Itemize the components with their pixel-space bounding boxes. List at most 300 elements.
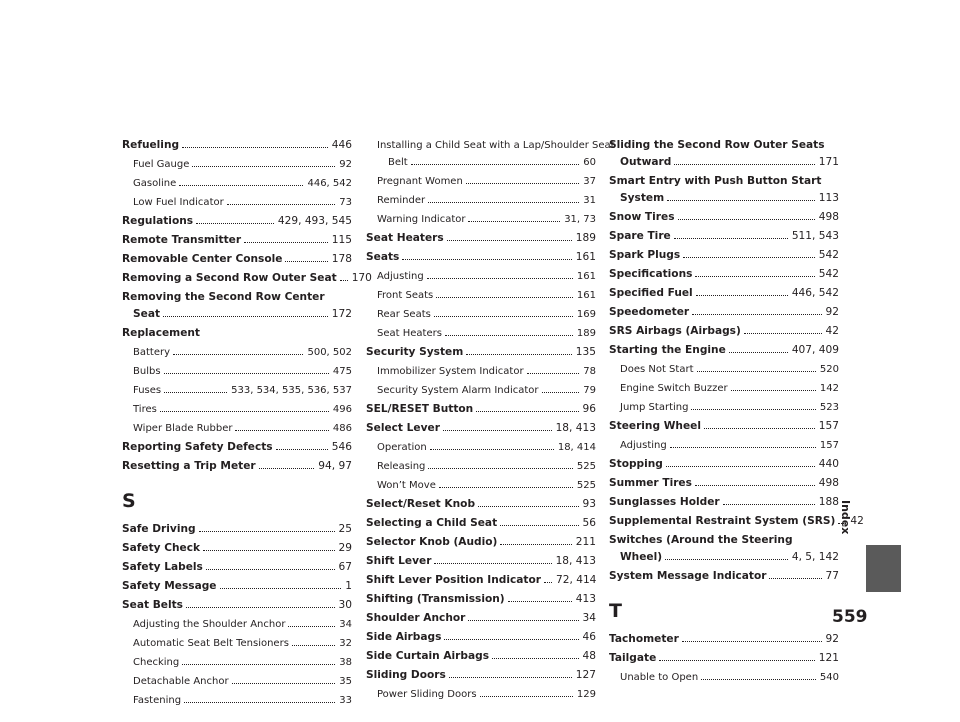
entry-pages[interactable]: 157 <box>819 440 839 451</box>
entry-term: Supplemental Restraint System (SRS) <box>609 515 836 527</box>
entry-term: Security System <box>366 346 464 358</box>
index-entry-removing-a-second-row-outer-seat[interactable] <box>122 270 372 287</box>
dot-leader <box>729 352 788 353</box>
entry-term: Front Seats <box>377 290 434 301</box>
dot-leader <box>182 147 328 148</box>
index-entry-starting-the-engine[interactable] <box>609 342 839 359</box>
dot-leader <box>704 428 815 429</box>
entry-term: Reporting Safety Defects <box>122 441 273 453</box>
entry-pages[interactable]: 498 <box>818 477 839 489</box>
entry-term: Safety Check <box>122 542 201 554</box>
entry-term: Tailgate <box>609 652 657 664</box>
index-entry-shifting-transmission[interactable] <box>366 591 596 608</box>
index-entry-seat-belts[interactable] <box>122 597 352 614</box>
entry-pages[interactable]: 533, 534, 535, 536, 537 <box>231 385 352 396</box>
dot-leader <box>244 242 328 243</box>
section-letter-t: T <box>609 600 622 622</box>
dot-leader <box>466 183 579 184</box>
entry-pages[interactable]: 171 <box>818 156 839 168</box>
index-entry-tachometer[interactable] <box>609 631 839 648</box>
index-entry-safety-message[interactable] <box>122 578 352 595</box>
entry-term: Shifting (Transmission) <box>366 593 505 605</box>
dot-leader <box>434 316 573 317</box>
dot-leader <box>196 223 274 224</box>
entry-pages[interactable]: 93 <box>582 498 596 510</box>
dot-leader <box>670 447 816 448</box>
entry-term: Summer Tires <box>609 477 692 489</box>
index-subentry-adjusting[interactable] <box>366 268 596 285</box>
index-entry-snow-tires[interactable] <box>609 209 839 226</box>
dot-leader <box>449 677 572 678</box>
entry-pages[interactable]: 135 <box>575 346 596 358</box>
entry-pages[interactable]: 446, 542 <box>307 178 352 189</box>
entry-term: Checking <box>133 657 180 668</box>
dot-leader <box>665 559 788 560</box>
index-entry-resetting-a-trip-meter[interactable] <box>122 458 352 475</box>
entry-term: Operation <box>377 442 427 453</box>
entry-pages[interactable]: 37 <box>583 176 596 187</box>
entry-term: Shift Lever Position Indicator <box>366 574 541 586</box>
entry-term: Removable Center Console <box>122 253 283 265</box>
dot-leader <box>220 588 342 589</box>
entry-pages[interactable]: 92 <box>825 633 839 645</box>
index-subentry-fastening[interactable] <box>122 692 352 709</box>
entry-term: Spare Tire <box>609 230 671 242</box>
entry-term: Resetting a Trip Meter <box>122 460 256 472</box>
dot-leader <box>731 390 816 391</box>
entry-pages[interactable]: 486 <box>332 423 352 434</box>
dot-leader <box>439 487 573 488</box>
dot-leader <box>695 485 815 486</box>
entry-pages[interactable]: 498 <box>818 211 839 223</box>
index-subentry-seat-heaters[interactable] <box>366 325 596 342</box>
index-entry-safety-check[interactable] <box>122 540 352 557</box>
dot-leader <box>445 335 573 336</box>
index-entry-security-system[interactable] <box>366 344 596 361</box>
entry-term: Fastening <box>133 695 182 706</box>
dot-leader <box>434 563 551 564</box>
index-entry-summer-tires[interactable] <box>609 475 839 492</box>
entry-pages[interactable]: 18, 414 <box>557 442 596 453</box>
entry-term-continued: System <box>620 192 665 204</box>
entry-term: Rear Seats <box>377 309 431 320</box>
index-subentry-detachable-anchor[interactable] <box>122 673 352 690</box>
entry-term: Steering Wheel <box>609 420 701 432</box>
entry-pages[interactable]: 42 <box>850 515 864 527</box>
entry-term: Pregnant Women <box>377 176 463 187</box>
entry-term: Sliding the Second Row Outer Seats <box>609 139 825 151</box>
dot-leader <box>697 371 816 372</box>
entry-pages[interactable]: 34 <box>339 619 352 630</box>
index-entry-spare-tire[interactable] <box>609 228 839 245</box>
entry-pages[interactable]: 38 <box>339 657 352 668</box>
entry-term-continued: Belt <box>388 157 408 168</box>
entry-pages[interactable]: 157 <box>818 420 839 432</box>
dot-leader <box>160 411 329 412</box>
dot-leader <box>508 601 572 602</box>
entry-term: Seats <box>366 251 400 263</box>
index-subentry-fuses[interactable] <box>122 382 352 399</box>
index-subentry-installing-a-child-seat-with-a-lap-shoulder-seat[interactable] <box>366 137 615 171</box>
entry-pages[interactable]: 94, 97 <box>318 460 352 472</box>
entry-pages[interactable]: 79 <box>583 385 596 396</box>
entry-term: Removing a Second Row Outer Seat <box>122 272 337 284</box>
index-subentry-bulbs[interactable] <box>122 363 352 380</box>
dot-leader <box>476 411 578 412</box>
index-entry-shift-lever[interactable] <box>366 553 596 570</box>
index-entry-spark-plugs[interactable] <box>609 247 839 264</box>
entry-term: Does Not Start <box>620 364 694 375</box>
index-entry-tailgate[interactable] <box>609 650 839 667</box>
index-subentry-does-not-start[interactable] <box>609 361 839 378</box>
dot-leader <box>227 204 336 205</box>
index-entry-remote-transmitter[interactable] <box>122 232 352 249</box>
entry-term: Speedometer <box>609 306 690 318</box>
dot-leader <box>199 531 335 532</box>
entry-pages[interactable]: 525 <box>576 461 596 472</box>
entry-pages[interactable]: 188 <box>818 496 839 508</box>
dot-leader <box>769 578 821 579</box>
dot-leader <box>430 449 554 450</box>
dot-leader <box>691 409 815 410</box>
entry-term: Unable to Open <box>620 672 699 683</box>
entry-term: Warning Indicator <box>377 214 466 225</box>
index-entry-safe-driving[interactable] <box>122 521 352 538</box>
index-entry-select-lever[interactable] <box>366 420 596 437</box>
dot-leader <box>500 544 571 545</box>
index-entry-select-reset-knob[interactable] <box>366 496 596 513</box>
index-subentry-adjusting-the-shoulder-anchor[interactable] <box>122 616 352 633</box>
entry-term: Tachometer <box>609 633 679 645</box>
entry-term: Bulbs <box>133 366 161 377</box>
index-entry-smart-entry-with-push-button-start[interactable] <box>609 173 839 207</box>
dot-leader <box>206 569 335 570</box>
dot-leader <box>340 280 348 281</box>
index-subentry-fuel-gauge[interactable] <box>122 156 352 173</box>
index-subentry-security-system-alarm-indicator[interactable] <box>366 382 596 399</box>
dot-leader <box>288 626 335 627</box>
entry-term: Selecting a Child Seat <box>366 517 498 529</box>
entry-pages[interactable]: 542 <box>818 249 839 261</box>
entry-pages[interactable]: 178 <box>331 253 352 265</box>
entry-pages[interactable]: 34 <box>582 612 596 624</box>
dot-leader <box>235 430 328 431</box>
dot-leader <box>163 316 328 317</box>
dot-leader <box>500 525 578 526</box>
entry-term: Tires <box>133 404 157 415</box>
entry-term: Won’t Move <box>377 480 436 491</box>
index-entry-seats[interactable] <box>366 249 596 266</box>
entry-pages[interactable]: 46 <box>582 631 596 643</box>
entry-term: Side Airbags <box>366 631 442 643</box>
entry-term: Regulations <box>122 215 194 227</box>
entry-pages[interactable]: 189 <box>575 232 596 244</box>
entry-term: Battery <box>133 347 171 358</box>
dot-leader <box>292 645 335 646</box>
index-entry-side-airbags[interactable] <box>366 629 596 646</box>
entry-term: Fuses <box>133 385 162 396</box>
entry-term: System Message Indicator <box>609 570 767 582</box>
entry-term: Safety Labels <box>122 561 203 573</box>
index-subentry-power-sliding-doors[interactable] <box>366 686 596 703</box>
entry-pages[interactable]: 511, 543 <box>791 230 839 242</box>
entry-pages[interactable]: 77 <box>825 570 839 582</box>
index-subentry-jump-starting[interactable] <box>609 399 839 416</box>
entry-pages[interactable]: 500, 502 <box>307 347 352 358</box>
index-subentry-wiper-blade-rubber[interactable] <box>122 420 352 437</box>
dot-leader <box>478 506 578 507</box>
index-entry-specifications[interactable] <box>609 266 839 283</box>
entry-term: Seat Heaters <box>366 232 444 244</box>
entry-pages[interactable]: 170 <box>351 272 372 284</box>
entry-pages[interactable]: 72, 414 <box>555 574 597 586</box>
index-subentry-releasing[interactable] <box>366 458 596 475</box>
index-entry-removable-center-console[interactable] <box>122 251 352 268</box>
page-number: 559 <box>832 607 868 627</box>
entry-term: Remote Transmitter <box>122 234 242 246</box>
entry-term: Shoulder Anchor <box>366 612 466 624</box>
dot-leader <box>744 333 822 334</box>
dot-leader <box>678 219 815 220</box>
index-entry-selector-knob-audio[interactable] <box>366 534 596 551</box>
index-subentry-engine-switch-buzzer[interactable] <box>609 380 839 397</box>
entry-term: Snow Tires <box>609 211 675 223</box>
entry-term: Adjusting <box>377 271 424 282</box>
index-entry-reporting-safety-defects[interactable] <box>122 439 352 456</box>
dot-leader <box>447 240 572 241</box>
entry-pages[interactable]: 31, 73 <box>564 214 596 225</box>
entry-pages[interactable]: 127 <box>575 669 596 681</box>
index-subentry-won-t-move[interactable] <box>366 477 596 494</box>
dot-leader <box>444 639 578 640</box>
side-tab-label: Index <box>839 500 852 535</box>
entry-term: Select/Reset Knob <box>366 498 476 510</box>
entry-pages[interactable]: 413 <box>575 593 596 605</box>
index-entry-replacement[interactable] <box>122 325 352 342</box>
index-entry-switches-around-the-steering[interactable] <box>609 532 839 566</box>
index-entry-sunglasses-holder[interactable] <box>609 494 839 511</box>
dot-leader <box>682 641 822 642</box>
entry-pages[interactable]: 540 <box>819 672 839 683</box>
entry-pages[interactable]: 115 <box>331 234 352 246</box>
index-entry-speedometer[interactable] <box>609 304 839 321</box>
entry-pages[interactable]: 73 <box>339 197 352 208</box>
entry-pages[interactable]: 92 <box>825 306 839 318</box>
index-column-2 <box>366 137 615 705</box>
dot-leader <box>468 620 578 621</box>
entry-pages[interactable]: 18, 413 <box>555 422 596 434</box>
entry-term: Installing a Child Seat with a Lap/Shoulder Seat <box>377 140 615 151</box>
index-entry-stopping[interactable] <box>609 456 839 473</box>
entry-pages[interactable]: 496 <box>332 404 352 415</box>
dot-leader <box>674 238 788 239</box>
index-subentry-operation[interactable] <box>366 439 596 456</box>
dot-leader <box>232 683 336 684</box>
entry-pages[interactable]: 33 <box>339 695 352 706</box>
entry-term: Specified Fuel <box>609 287 693 299</box>
entry-pages[interactable]: 520 <box>819 364 839 375</box>
entry-term-continued: Wheel) <box>620 551 663 563</box>
entry-pages[interactable]: 35 <box>339 676 352 687</box>
index-entry-supplemental-restraint-system-srs[interactable] <box>609 513 864 530</box>
entry-pages[interactable]: 161 <box>576 271 596 282</box>
index-subentry-warning-indicator[interactable] <box>366 211 596 228</box>
entry-pages[interactable]: 48 <box>582 650 596 662</box>
index-subentry-immobilizer-system-indicator[interactable] <box>366 363 596 380</box>
index-entry-steering-wheel[interactable] <box>609 418 839 435</box>
entry-term: Security System Alarm Indicator <box>377 385 539 396</box>
entry-pages[interactable]: 525 <box>576 480 596 491</box>
entry-pages[interactable]: 429, 493, 545 <box>277 215 352 227</box>
dot-leader <box>701 679 816 680</box>
entry-term: Select Lever <box>366 422 440 434</box>
entry-pages[interactable]: 96 <box>582 403 596 415</box>
entry-pages[interactable]: 542 <box>818 268 839 280</box>
entry-term: Low Fuel Indicator <box>133 197 224 208</box>
dot-leader <box>696 295 788 296</box>
dot-leader <box>674 164 814 165</box>
entry-term: Releasing <box>377 461 426 472</box>
index-entry-shoulder-anchor[interactable] <box>366 610 596 627</box>
index-entry-regulations[interactable] <box>122 213 352 230</box>
entry-pages[interactable]: 161 <box>576 290 596 301</box>
dot-leader <box>285 261 327 262</box>
index-entry-system-message-indicator[interactable] <box>609 568 839 585</box>
index-entry-sel-reset-button[interactable] <box>366 401 596 418</box>
index-entry-sliding-doors[interactable] <box>366 667 596 684</box>
index-entry-removing-the-second-row-center[interactable] <box>122 289 352 323</box>
index-entry-srs-airbags-airbags[interactable] <box>609 323 839 340</box>
dot-leader <box>192 166 335 167</box>
entry-pages[interactable]: 113 <box>818 192 839 204</box>
entry-term: Safety Message <box>122 580 217 592</box>
dot-leader <box>411 164 580 165</box>
entry-pages[interactable]: 67 <box>338 561 352 573</box>
entry-term: Immobilizer System Indicator <box>377 366 524 377</box>
dot-leader <box>436 297 573 298</box>
entry-pages[interactable]: 129 <box>576 689 596 700</box>
entry-pages[interactable]: 446, 542 <box>791 287 839 299</box>
index-subentry-gasoline[interactable] <box>122 175 352 192</box>
index-subentry-pregnant-women[interactable] <box>366 173 596 190</box>
entry-pages[interactable]: 169 <box>576 309 596 320</box>
index-subentry-battery[interactable] <box>122 344 352 361</box>
entry-pages[interactable]: 60 <box>583 157 596 168</box>
entry-pages[interactable]: 29 <box>338 542 352 554</box>
index-entry-refueling[interactable] <box>122 137 352 154</box>
index-entry-shift-lever-position-indicator[interactable] <box>366 572 596 589</box>
entry-pages[interactable]: 42 <box>825 325 839 337</box>
index-subentry-front-seats[interactable] <box>366 287 596 304</box>
dot-leader <box>259 468 315 469</box>
entry-pages[interactable]: 161 <box>575 251 596 263</box>
entry-pages[interactable]: 407, 409 <box>791 344 839 356</box>
entry-term: Reminder <box>377 195 426 206</box>
entry-term: Sliding Doors <box>366 669 446 681</box>
entry-pages[interactable]: 78 <box>583 366 596 377</box>
entry-pages[interactable]: 446 <box>331 139 352 151</box>
dot-leader <box>427 278 573 279</box>
dot-leader <box>402 259 571 260</box>
entry-term: Removing the Second Row Center <box>122 291 325 303</box>
dot-leader <box>428 468 573 469</box>
dot-leader <box>695 276 814 277</box>
index-subentry-tires[interactable] <box>122 401 352 418</box>
entry-pages[interactable]: 18, 413 <box>555 555 596 567</box>
index-subentry-unable-to-open[interactable] <box>609 669 839 686</box>
dot-leader <box>666 466 815 467</box>
entry-pages[interactable]: 546 <box>331 441 352 453</box>
index-subentry-reminder[interactable] <box>366 192 596 209</box>
entry-pages[interactable]: 1 <box>345 580 352 592</box>
entry-term: Spark Plugs <box>609 249 681 261</box>
entry-term: Power Sliding Doors <box>377 689 477 700</box>
entry-term-continued: Outward <box>620 156 672 168</box>
dot-leader <box>667 200 815 201</box>
entry-term: Adjusting <box>620 440 667 451</box>
entry-pages[interactable]: 31 <box>583 195 596 206</box>
dot-leader <box>203 550 334 551</box>
entry-term: Switches (Around the Steering <box>609 534 793 546</box>
dot-leader <box>492 658 579 659</box>
entry-pages[interactable]: 523 <box>819 402 839 413</box>
entry-pages[interactable]: 440 <box>818 458 839 470</box>
index-subentry-automatic-seat-belt-tensioners[interactable] <box>122 635 352 652</box>
entry-term: Adjusting the Shoulder Anchor <box>133 619 286 630</box>
dot-leader <box>692 314 821 315</box>
dot-leader <box>544 582 552 583</box>
dot-leader <box>164 392 227 393</box>
entry-pages[interactable]: 172 <box>331 308 352 320</box>
dot-leader <box>542 392 580 393</box>
dot-leader <box>659 660 815 661</box>
dot-leader <box>527 373 580 374</box>
index-side-tab[interactable] <box>866 545 901 592</box>
index-entry-specified-fuel[interactable] <box>609 285 839 302</box>
entry-pages[interactable]: 4, 5, 142 <box>791 551 839 563</box>
index-subentry-low-fuel-indicator[interactable] <box>122 194 352 211</box>
entry-pages[interactable]: 25 <box>338 523 352 535</box>
index-entry-safety-labels[interactable] <box>122 559 352 576</box>
dot-leader <box>186 607 335 608</box>
index-entry-selecting-a-child-seat[interactable] <box>366 515 596 532</box>
entry-pages[interactable]: 30 <box>338 599 352 611</box>
entry-term: Gasoline <box>133 178 177 189</box>
index-subentry-adjusting[interactable] <box>609 437 839 454</box>
entry-term: Fuel Gauge <box>133 159 190 170</box>
index-subentry-checking[interactable] <box>122 654 352 671</box>
entry-term: SEL/RESET Button <box>366 403 474 415</box>
index-entry-sliding-the-second-row-outer-seats[interactable] <box>609 137 839 171</box>
index-subentry-rear-seats[interactable] <box>366 306 596 323</box>
entry-pages[interactable]: 475 <box>332 366 352 377</box>
dot-leader <box>428 202 579 203</box>
entry-pages[interactable]: 56 <box>582 517 596 529</box>
entry-pages[interactable]: 92 <box>339 159 352 170</box>
entry-pages[interactable]: 142 <box>819 383 839 394</box>
entry-term-continued: Seat <box>133 308 161 320</box>
section-letter-s: S <box>122 490 136 512</box>
entry-pages[interactable]: 32 <box>339 638 352 649</box>
index-entry-seat-heaters[interactable] <box>366 230 596 247</box>
index-entry-side-curtain-airbags[interactable] <box>366 648 596 665</box>
entry-pages[interactable]: 121 <box>818 652 839 664</box>
entry-pages[interactable]: 211 <box>575 536 596 548</box>
entry-term: Safe Driving <box>122 523 196 535</box>
entry-term: Shift Lever <box>366 555 432 567</box>
entry-pages[interactable]: 189 <box>576 328 596 339</box>
entry-term: Jump Starting <box>620 402 689 413</box>
